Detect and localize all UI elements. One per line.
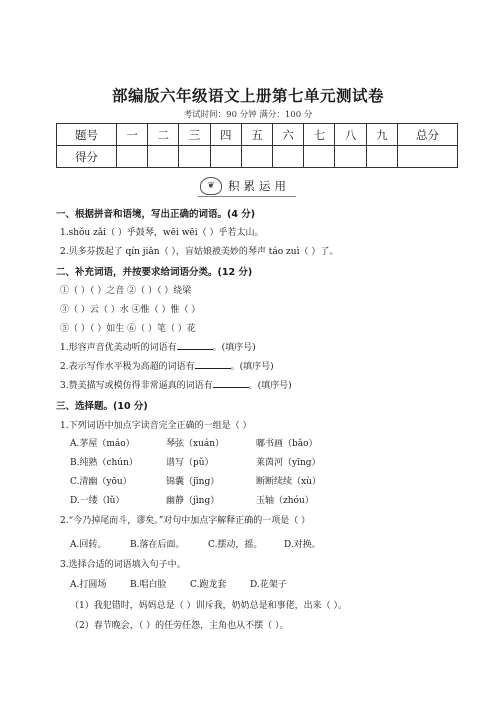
- score-input-cell[interactable]: [179, 146, 210, 168]
- score-input-cell[interactable]: [210, 146, 241, 168]
- idiom-line: ⑤（ ）（ ）如生 ⑥（ ）笔（ ）花: [60, 324, 196, 334]
- option-a: A.茅屋（máo）: [70, 439, 135, 449]
- score-header-cell: 题号: [57, 124, 117, 146]
- fill-prompt: 3.赞美描写或模仿得非常逼真的词语有: [60, 381, 213, 391]
- choice-option: A.打圆场: [70, 580, 107, 590]
- option-d: D.一缕（lǔ）: [70, 496, 125, 506]
- score-input-cell[interactable]: [116, 146, 147, 168]
- choice-option: B.落在后面。: [130, 540, 185, 550]
- choice-option: B.唱白脸: [130, 580, 167, 590]
- option-a-item: 嘟书画（bǎo）: [256, 439, 318, 449]
- score-header-cell: 六: [273, 124, 304, 146]
- score-input-cell[interactable]: [241, 146, 272, 168]
- banner-text: 积累运用: [228, 179, 290, 193]
- score-header-cell: 总分: [397, 124, 457, 146]
- answer-blank[interactable]: [195, 359, 231, 369]
- answer-blank[interactable]: [177, 340, 213, 350]
- book-emblem-icon: ❦: [200, 177, 222, 195]
- question-line: 2.“今乃掉尾而斗，谬矣。”对句中加点字解释正确的一项是（ ）: [60, 516, 311, 526]
- fill-suffix: 。(填序号): [248, 381, 292, 391]
- fill-line: [60, 359, 274, 372]
- sentence-line: （1）我犯错时，妈妈总是（ ）训斥我，奶奶总是和事佬，出来（ ）。: [70, 601, 347, 611]
- fill-line: [60, 378, 292, 391]
- score-header-cell: 三: [179, 124, 210, 146]
- question-line: 1.shǒu zǎi（ ）乎鼓琴，wēi wēi（ ）乎若太山。: [60, 228, 264, 238]
- section-3-heading: 三、选择题。(10 分): [56, 401, 148, 412]
- question-line: 1.下列词语中加点字读音完全正确的一组是（ ）: [60, 421, 252, 431]
- choice-option: C.摆动，摇。: [208, 540, 263, 550]
- idiom-line: ①（ ）（ ）之音 ②（ ）（ ）绕梁: [60, 286, 192, 296]
- option-c-item: 断断续续（xù）: [256, 477, 321, 487]
- choice-option: A.回转。: [70, 540, 107, 550]
- choice-option: D.花架子: [250, 580, 287, 590]
- question-line: 2.贝多芬拨起了 qín jiǎn（ ），盲姑娘被美妙的琴声 táo zuì（ ）了。: [60, 247, 339, 257]
- section-2-heading: 二、补充词语，并按要求给词语分类。(12 分): [56, 267, 253, 278]
- score-input-cell[interactable]: [304, 146, 335, 168]
- score-header-cell: 七: [304, 124, 335, 146]
- score-table: [56, 123, 458, 168]
- section-1-heading: 一、根据拼音和语境，写出正确的词语。(4 分): [56, 209, 256, 220]
- score-input-cell[interactable]: [273, 146, 304, 168]
- score-input-cell[interactable]: [366, 146, 397, 168]
- score-header-cell: 八: [335, 124, 366, 146]
- banner-divider: [198, 196, 296, 197]
- score-header-cell: 五: [241, 124, 272, 146]
- score-table-header-row: [57, 124, 458, 146]
- idiom-line: ③（ ）云（ ）水 ④惟（ ）惟（ ）: [60, 305, 201, 315]
- option-c-item: 锦囊（jīng）: [166, 477, 220, 487]
- option-b: B.纯熟（chún）: [70, 458, 138, 468]
- option-d-item: 玉轴（zhóu）: [256, 496, 314, 506]
- fill-prompt: 1.形容声音优美动听的词语有: [60, 343, 177, 353]
- exam-meta: 考试时间：90 分钟 满分：100 分: [183, 110, 313, 120]
- section-banner: [200, 177, 290, 195]
- option-c: C.清幽（yōu）: [70, 477, 132, 487]
- score-header-cell: 九: [366, 124, 397, 146]
- score-row-label: 得分: [57, 146, 117, 168]
- score-table-score-row: [57, 146, 458, 168]
- score-input-cell[interactable]: [335, 146, 366, 168]
- sentence-line: （2）春节晚会，（ ）的任劳任怨，主角也从不摆（ ）。: [70, 621, 289, 631]
- choice-option: C.跑龙套: [190, 580, 227, 590]
- option-d-item: 幽静（jìng）: [166, 496, 220, 506]
- choice-option: D.对换。: [284, 540, 321, 550]
- fill-line: [60, 340, 256, 353]
- score-header-cell: 一: [116, 124, 147, 146]
- score-header-cell: 二: [148, 124, 179, 146]
- fill-suffix: 。(填序号): [212, 343, 256, 353]
- page-title: 部编版六年级语文上册第七单元测试卷: [111, 87, 384, 105]
- option-b-item: 莱茵河（yīng）: [256, 458, 321, 468]
- fill-prompt: 2.表示写作水平极为高超的词语有: [60, 362, 195, 372]
- score-input-cell[interactable]: [397, 146, 457, 168]
- score-input-cell[interactable]: [148, 146, 179, 168]
- score-header-cell: 四: [210, 124, 241, 146]
- question-line: 3.选择合适的词语填入句子中。: [60, 560, 186, 570]
- fill-suffix: 。(填序号): [230, 362, 274, 372]
- option-b-item: 谱写（pǔ）: [166, 458, 214, 468]
- option-a-item: 琴弦（xuán）: [166, 439, 225, 449]
- answer-blank[interactable]: [213, 378, 249, 388]
